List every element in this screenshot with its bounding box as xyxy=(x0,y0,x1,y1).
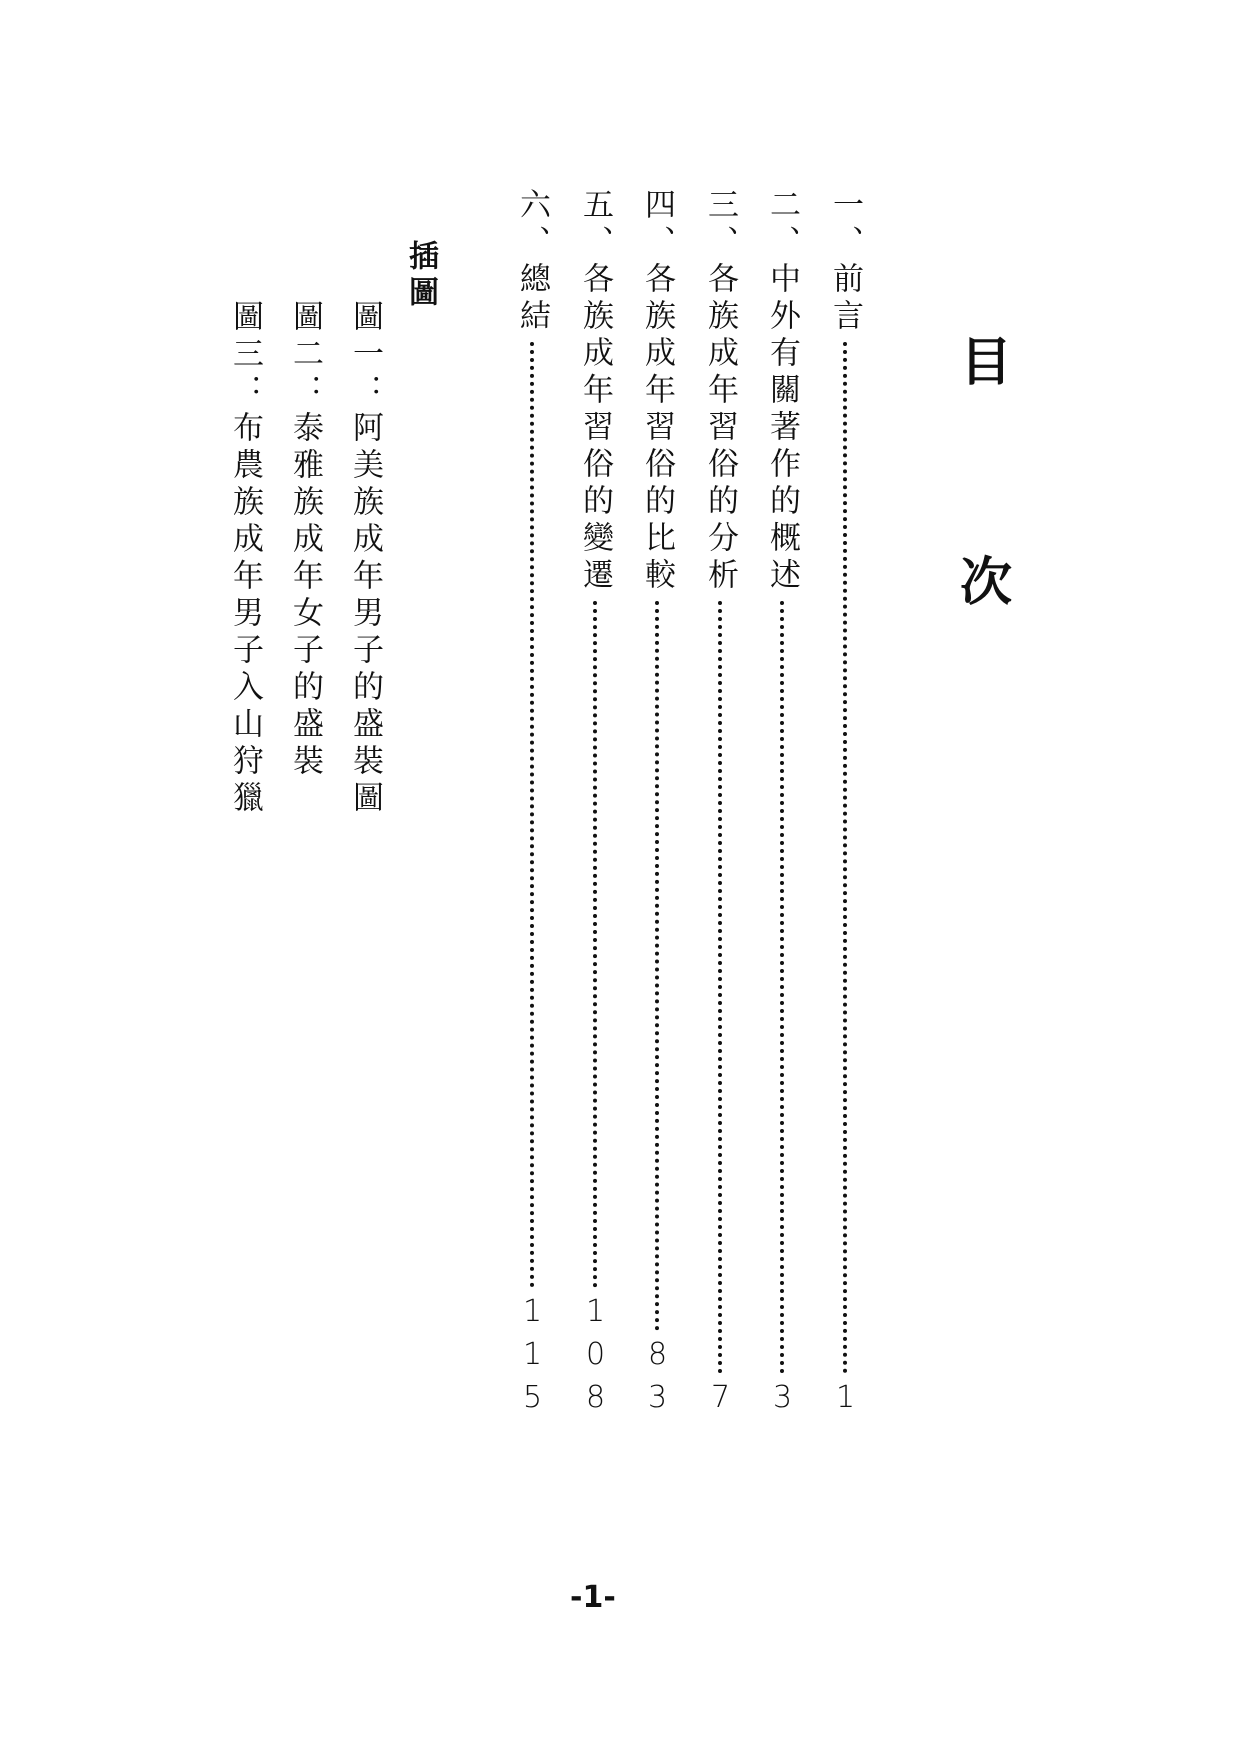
dot-leader xyxy=(843,342,847,1374)
toc-label: 一、前言 xyxy=(827,188,863,336)
page-number-footer: -1- xyxy=(570,1580,616,1615)
illustrations-heading: 插圖 xyxy=(403,240,438,312)
toc-page: 108 xyxy=(578,1294,613,1423)
toc-label: 四、各族成年習俗的比較 xyxy=(639,188,675,595)
illustration-item[interactable]: 圖三：布農族成年男子入山狩獵 xyxy=(227,300,263,818)
dot-leader xyxy=(718,601,722,1374)
toc-entry[interactable] xyxy=(700,188,740,1423)
toc-page: 1 xyxy=(828,1380,863,1423)
toc-label: 三、各族成年習俗的分析 xyxy=(702,188,738,595)
dot-leader xyxy=(655,601,659,1331)
toc-entry[interactable] xyxy=(825,188,865,1423)
dot-leader xyxy=(530,342,534,1288)
toc-entry[interactable] xyxy=(637,188,677,1423)
toc-page: 83 xyxy=(640,1337,675,1423)
toc-label: 二、中外有關著作的概述 xyxy=(764,188,800,595)
toc-entry[interactable] xyxy=(762,188,802,1423)
title-char-1: 目 xyxy=(960,332,1013,393)
toc-label: 五、各族成年習俗的變遷 xyxy=(577,188,613,595)
illustration-item[interactable]: 圖一：阿美族成年男子的盛裝圖 xyxy=(347,300,383,818)
toc-entry[interactable] xyxy=(575,188,615,1423)
illustration-item[interactable]: 圖二：泰雅族成年女子的盛裝 xyxy=(287,300,323,781)
dot-leader xyxy=(780,601,784,1374)
toc-label: 六、總結 xyxy=(514,188,550,336)
dot-leader xyxy=(593,601,597,1288)
toc-entry[interactable] xyxy=(512,188,552,1423)
toc-page: 3 xyxy=(765,1380,800,1423)
title-char-2: 次 xyxy=(960,552,1013,613)
toc-page: 115 xyxy=(515,1294,550,1423)
toc-page: 7 xyxy=(703,1380,738,1423)
